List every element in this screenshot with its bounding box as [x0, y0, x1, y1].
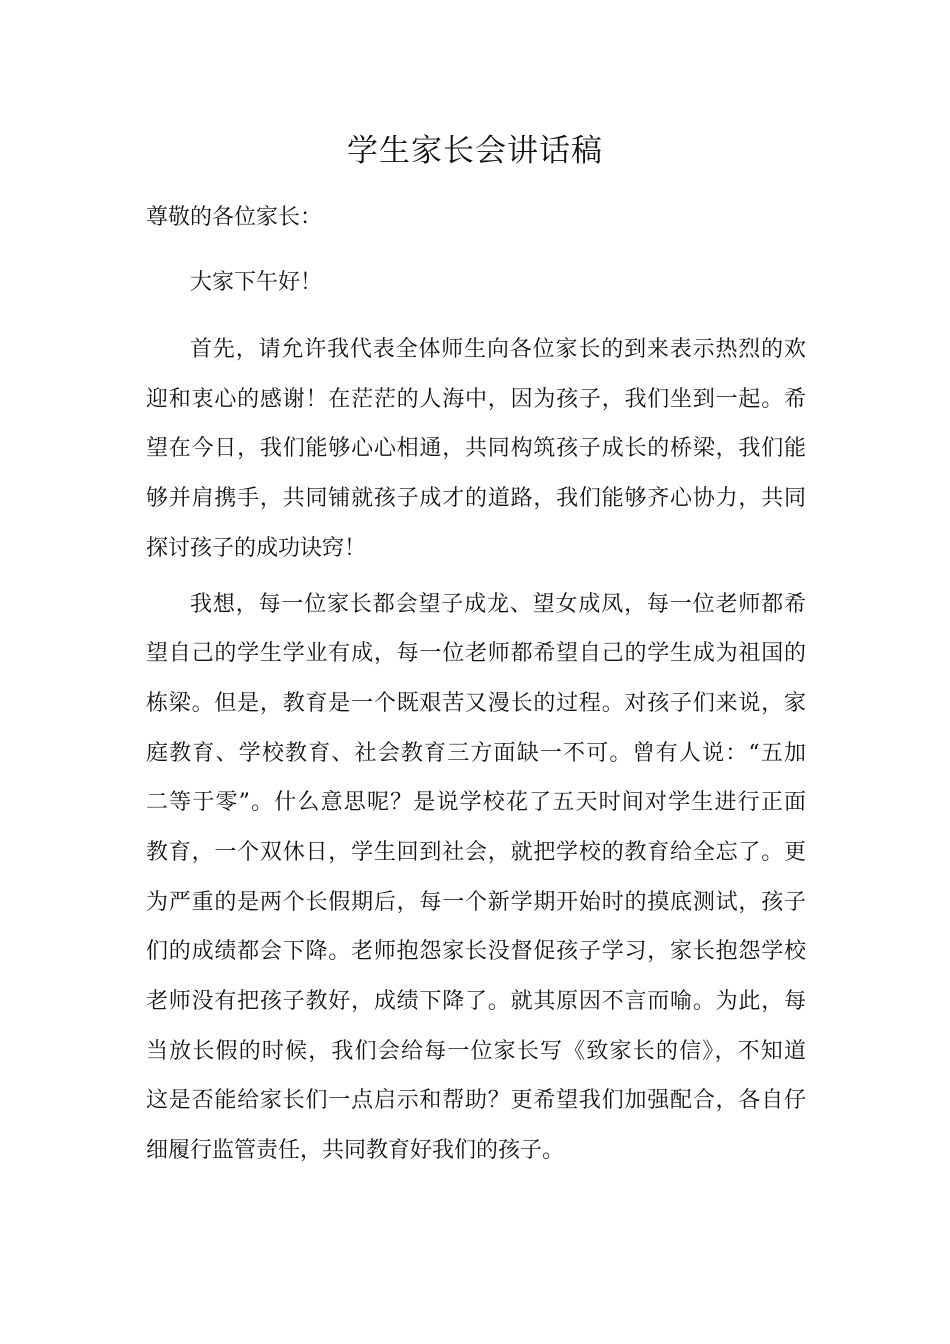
paragraph-2-line: 们的成绩都会下降。老师抱怨家长没督促孩子学习，家长抱怨学校	[146, 939, 806, 964]
paragraph-2-line: 当放长假的时候，我们会给每一位家长写《致家长的信》，不知道	[146, 1039, 806, 1064]
paragraph-2-line: 老师没有把孩子教好，成绩下降了。就其原因不言而喻。为此，每	[146, 989, 806, 1014]
paragraph-1-line: 够并肩携手，共同铺就孩子成才的道路，我们能够齐心协力，共同	[146, 486, 806, 511]
document-title: 学生家长会讲话稿	[347, 133, 603, 169]
paragraph-1-line: 探讨孩子的成功诀窍！	[146, 536, 367, 561]
paragraph-2-line: 我想，每一位家长都会望子成龙、望女成凤，每一位老师都希	[190, 592, 806, 617]
paragraph-1-line: 首先，请允许我代表全体师生向各位家长的到来表示热烈的欢	[190, 337, 806, 362]
paragraph-2-line: 望自己的学生学业有成，每一位老师都希望自己的学生成为祖国的	[146, 641, 806, 666]
paragraph-2-line: 这是否能给家长们一点启示和帮助？更希望我们加强配合，各自仔	[146, 1088, 806, 1113]
paragraph-2-line: 庭教育、学校教育、社会教育三方面缺一不可。曾有人说：“五加	[146, 741, 806, 766]
paragraph-1-line: 望在今日，我们能够心心相通，共同构筑孩子成长的桥梁，我们能	[146, 436, 806, 461]
paragraph-2-line: 为严重的是两个长假期后，每一个新学期开始时的摸底测试，孩子	[146, 890, 806, 915]
salutation: 尊敬的各位家长：	[146, 205, 323, 230]
paragraph-2-line: 二等于零”。什么意思呢？是说学校花了五天时间对学生进行正面	[146, 790, 806, 815]
greeting: 大家下午好！	[190, 270, 323, 295]
paragraph-2-line: 教育，一个双休日，学生回到社会，就把学校的教育给全忘了。更	[146, 840, 806, 865]
paragraph-1-line: 迎和衷心的感谢！在茫茫的人海中，因为孩子，我们坐到一起。希	[146, 387, 806, 412]
paragraph-2-line: 细履行监管责任，共同教育好我们的孩子。	[146, 1138, 565, 1163]
paragraph-2-line: 栋梁。但是，教育是一个既艰苦又漫长的过程。对孩子们来说，家	[146, 691, 806, 716]
